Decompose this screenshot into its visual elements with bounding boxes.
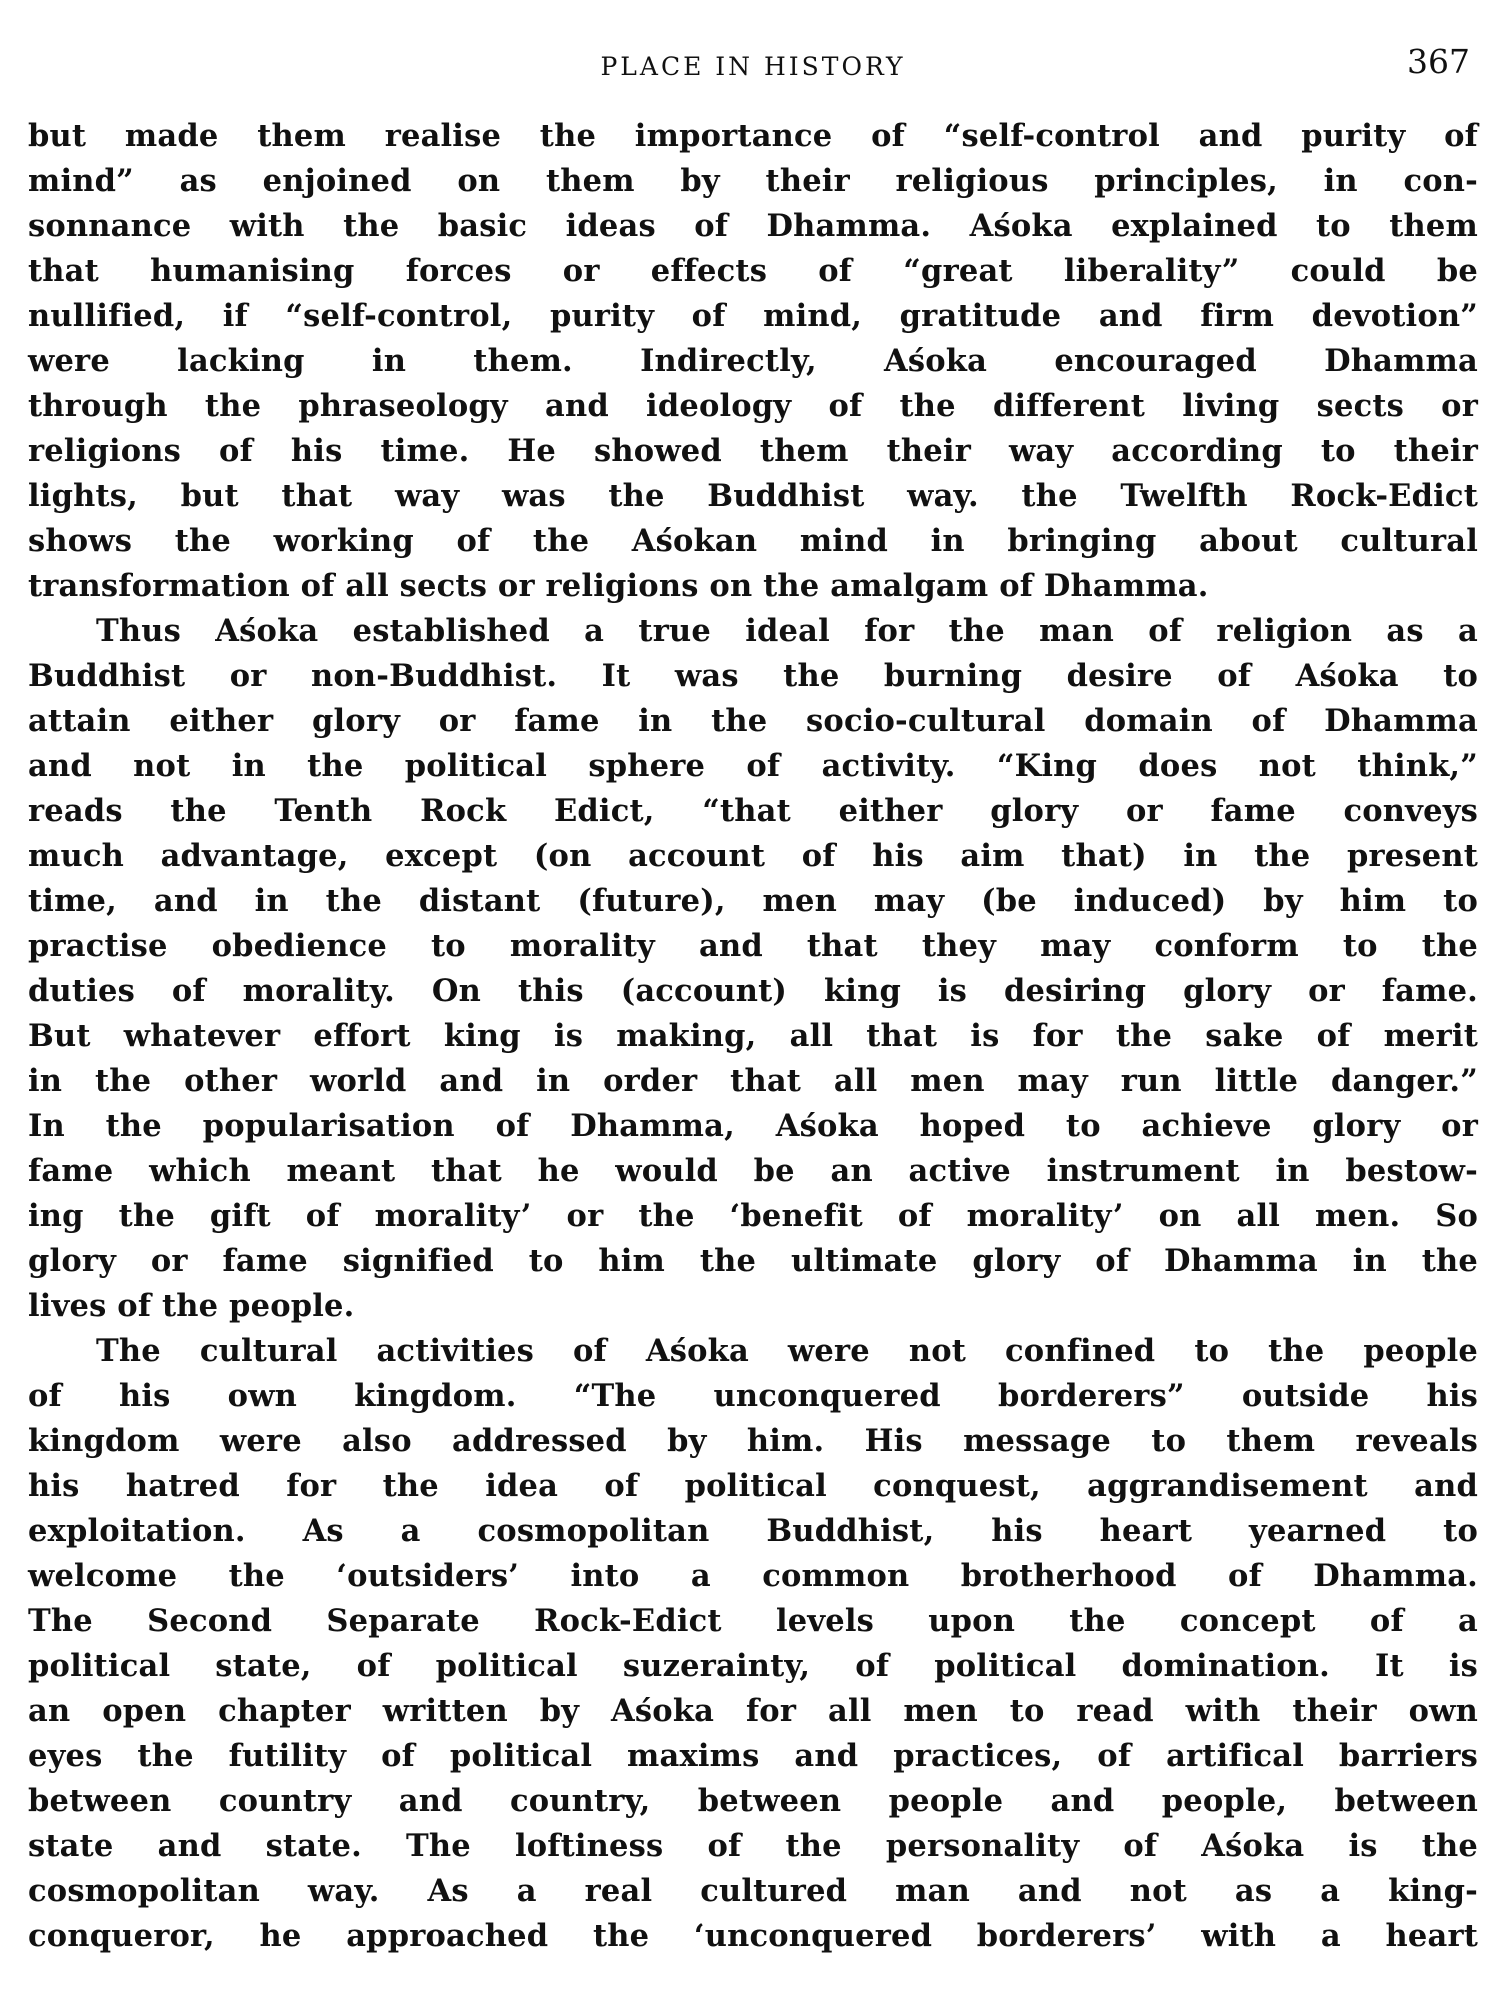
text-line: glory or fame signified to him the ultimate glory of Dhamma in the bbox=[28, 1243, 1478, 1279]
text-line: Thus Aśoka established a true ideal for the man of religion as a bbox=[96, 613, 1478, 649]
paragraph-2 bbox=[28, 609, 1478, 1329]
paragraph-3 bbox=[28, 1329, 1478, 1959]
text-line: conqueror, he approached the ‘unconquered borderers’ with a heart bbox=[28, 1918, 1478, 1954]
text-line: that humanising forces or effects of “great liberality” could be bbox=[28, 253, 1478, 289]
text-line: in the other world and in order that all men may run little danger.” bbox=[28, 1063, 1478, 1099]
text-line: exploitation. As a cosmopolitan Buddhist, his heart yearned to bbox=[28, 1513, 1478, 1549]
text-line: nullified, if “self-control, purity of mind, gratitude and firm devotion” bbox=[28, 298, 1478, 334]
text-line: between country and country, between people and people, between bbox=[28, 1783, 1478, 1819]
text-line: shows the working of the Aśokan mind in bringing about cultural bbox=[28, 523, 1478, 559]
body-text bbox=[28, 114, 1478, 1959]
text-line: lives of the people. bbox=[28, 1288, 355, 1324]
text-line: practise obedience to morality and that they may conform to the bbox=[28, 928, 1478, 964]
paragraph-1 bbox=[28, 114, 1478, 609]
text-line: In the popularisation of Dhamma, Aśoka hoped to achieve glory or bbox=[28, 1108, 1478, 1144]
text-line: and not in the political sphere of activity. “King does not think,” bbox=[28, 748, 1478, 784]
text-line: transformation of all sects or religions on the amalgam of Dhamma. bbox=[28, 568, 1209, 604]
text-line: but made them realise the importance of “self-control and purity of bbox=[28, 118, 1478, 154]
text-line: duties of morality. On this (account) king is desiring glory or fame. bbox=[28, 973, 1478, 1009]
text-line: cosmopolitan way. As a real cultured man and not as a king- bbox=[28, 1873, 1478, 1909]
text-line: The cultural activities of Aśoka were not confined to the people bbox=[96, 1333, 1478, 1369]
text-line: religions of his time. He showed them their way according to their bbox=[28, 433, 1478, 469]
text-line: attain either glory or fame in the socio-cultural domain of Dhamma bbox=[28, 703, 1478, 739]
text-line: time, and in the distant (future), men may (be induced) by him to bbox=[28, 883, 1478, 919]
book-page bbox=[28, 42, 1478, 1972]
text-line: much advantage, except (on account of his aim that) in the present bbox=[28, 838, 1478, 874]
text-line: of his own kingdom. “The unconquered borderers” outside his bbox=[28, 1378, 1478, 1414]
text-line: The Second Separate Rock-Edict levels upon the concept of a bbox=[28, 1603, 1478, 1639]
text-line: lights, but that way was the Buddhist way. the Twelfth Rock-Edict bbox=[28, 478, 1478, 514]
text-line: his hatred for the idea of political conquest, aggrandisement and bbox=[28, 1468, 1478, 1504]
text-line: fame which meant that he would be an active instrument in bestow- bbox=[28, 1153, 1478, 1189]
text-line: political state, of political suzerainty, of political domination. It is bbox=[28, 1648, 1478, 1684]
text-line: Buddhist or non-Buddhist. It was the burning desire of Aśoka to bbox=[28, 658, 1478, 694]
text-line: ing the gift of morality’ or the ‘benefit of morality’ on all men. So bbox=[28, 1198, 1478, 1234]
text-line: kingdom were also addressed by him. His message to them reveals bbox=[28, 1423, 1478, 1459]
page-number: 367 bbox=[1407, 42, 1470, 81]
running-head bbox=[28, 42, 1478, 88]
text-line: were lacking in them. Indirectly, Aśoka encouraged Dhamma bbox=[28, 343, 1478, 379]
text-line: mind” as enjoined on them by their religious principles, in con- bbox=[28, 163, 1478, 199]
text-line: an open chapter written by Aśoka for all men to read with their own bbox=[28, 1693, 1478, 1729]
text-line: But whatever effort king is making, all that is for the sake of merit bbox=[28, 1018, 1478, 1054]
text-line: state and state. The loftiness of the personality of Aśoka is the bbox=[28, 1828, 1478, 1864]
running-title: PLACE IN HISTORY bbox=[600, 52, 906, 81]
text-line: reads the Tenth Rock Edict, “that either glory or fame conveys bbox=[28, 793, 1478, 829]
text-line: welcome the ‘outsiders’ into a common brotherhood of Dhamma. bbox=[28, 1558, 1478, 1594]
text-line: eyes the futility of political maxims and practices, of artifical barriers bbox=[28, 1738, 1478, 1774]
text-line: sonnance with the basic ideas of Dhamma. Aśoka explained to them bbox=[28, 208, 1478, 244]
text-line: through the phraseology and ideology of the different living sects or bbox=[28, 388, 1478, 424]
